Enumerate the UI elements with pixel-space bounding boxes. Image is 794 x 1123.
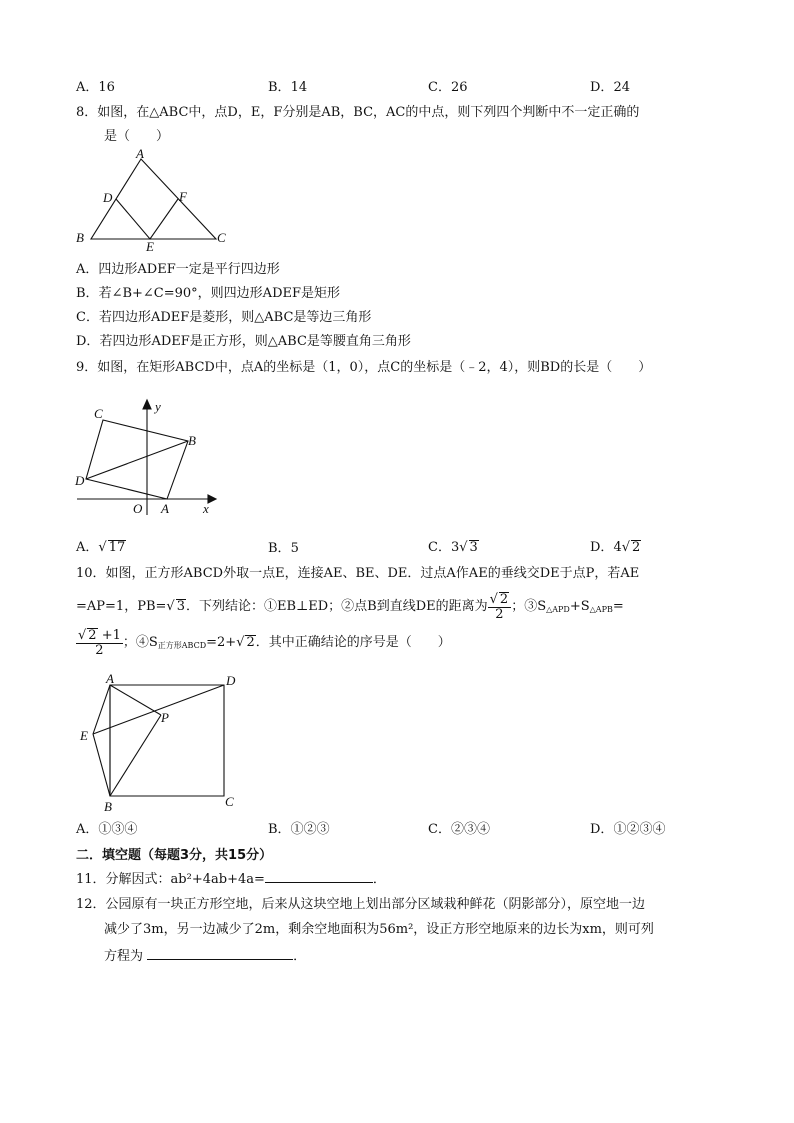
q9-option-b: B．5 bbox=[268, 541, 299, 556]
label-x: x bbox=[203, 501, 209, 516]
label-y: y bbox=[155, 399, 161, 414]
y-axis-arrow bbox=[143, 400, 151, 409]
label-b: B bbox=[188, 433, 196, 448]
q10-option-c: C．②③④ bbox=[428, 822, 490, 837]
q12-stem-line3: 方程为 ． bbox=[104, 949, 307, 964]
q9-rectangle-figure bbox=[70, 395, 230, 520]
label-p: P bbox=[161, 710, 169, 725]
label-a: A bbox=[106, 671, 114, 686]
q10-stem: 10．如图，正方形ABCD外取一点E，连接AE、BE、DE．过点A作AE的垂线交DE于点P，若AE bbox=[76, 566, 640, 581]
label-a: A bbox=[161, 501, 169, 516]
label-c: C bbox=[217, 230, 226, 245]
q7-option-b: B．14 bbox=[268, 80, 308, 95]
label-d: D bbox=[226, 673, 236, 688]
q7-option-a: A．16 bbox=[76, 80, 115, 95]
q10-stem-line2: =AP=1，PB=√ 3．下列结论：①EB⊥ED；②点B到直线DE的距离为 $\frac{√ 2}{2}$ ；$③S_{\triangle APD}+S_{\triangle APB}=$ bbox=[76, 592, 624, 622]
q10-stem-line3: $\frac{√ 2 +1}{2}$ ；$④S_{正方形ABCD}=2+√$ 2．其中正确结论的序号是（ ） bbox=[78, 628, 451, 658]
diagonal-bd bbox=[86, 441, 188, 479]
label-b: B bbox=[104, 799, 112, 814]
label-d: D bbox=[75, 473, 85, 488]
q8-stem: 8．如图，在△ABC中，点D，E，F分别是AB，BC，AC的中点，则下列四个判断中不一定正确的 bbox=[76, 105, 640, 120]
q12-stem: 12．公园原有一块正方形空地，后来从这块空地上划出部分区域栽种鲜花（阴影部分），原空地一边 bbox=[76, 897, 646, 912]
label-a: A bbox=[136, 146, 144, 161]
section-title: 二．填空题（每题3分，共15分） bbox=[76, 848, 273, 863]
q8-option-d: D．若四边形ADEF是正方形，则△ABC是等腰直角三角形 bbox=[76, 334, 411, 349]
segment-pb bbox=[110, 715, 161, 796]
x-axis-arrow bbox=[208, 495, 216, 503]
midsegment-lines bbox=[116, 199, 178, 239]
q8-option-a: A．四边形ADEF一定是平行四边形 bbox=[76, 262, 280, 277]
q10-option-d: D．①②③④ bbox=[590, 822, 666, 837]
q9-stem: 9．如图，在矩形ABCD中，点A的坐标是（1，0），点C的坐标是（﹣2，4），则BD的长是（ ） bbox=[76, 360, 652, 375]
q11-answer-blank[interactable] bbox=[265, 870, 373, 883]
fraction-sqrt2-plus1-over-2: $\frac{√ 2 +1}{2}$ bbox=[78, 628, 121, 658]
label-d: D bbox=[103, 190, 113, 205]
segment-ed bbox=[93, 685, 224, 734]
label-f: F bbox=[179, 189, 187, 204]
segment-ap bbox=[110, 685, 161, 715]
q10-option-b: B．①②③ bbox=[268, 822, 330, 837]
q7-option-c: C．26 bbox=[428, 80, 468, 95]
label-e: E bbox=[80, 728, 88, 743]
label-o: O bbox=[133, 501, 143, 516]
q8-option-b: B．若∠B+∠C=90°，则四边形ADEF是矩形 bbox=[76, 286, 340, 301]
square-abcd bbox=[110, 685, 224, 796]
label-c: C bbox=[225, 794, 234, 809]
label-c: C bbox=[94, 406, 103, 421]
q10-square-figure bbox=[72, 668, 247, 816]
q10-option-a: A．①③④ bbox=[76, 822, 138, 837]
label-e: E bbox=[146, 239, 154, 254]
q9-option-a: A．√ 17 bbox=[76, 540, 126, 555]
segment-eb bbox=[93, 734, 110, 796]
q12-stem-line2: 减少了3m，另一边减少了2m，剩余空地面积为56m²，设正方形空地原来的边长为xm，则可列 bbox=[104, 922, 654, 937]
q8-option-c: C．若四边形ADEF是菱形，则△ABC是等边三角形 bbox=[76, 310, 372, 325]
q11-stem: 11．分解因式：ab²+4ab+4a= ． bbox=[76, 872, 386, 887]
segment-ae bbox=[93, 685, 110, 734]
label-b: B bbox=[76, 230, 84, 245]
q9-option-d: D．4√ 2 bbox=[590, 540, 641, 555]
fraction-sqrt2-over-2: $\frac{√ 2}{2}$ bbox=[488, 592, 512, 621]
q8-stem-cont: 是（ ） bbox=[104, 129, 170, 144]
q9-option-c: C．3√ 3 bbox=[428, 540, 478, 555]
q7-option-d: D．24 bbox=[590, 80, 630, 95]
q12-answer-blank[interactable] bbox=[147, 947, 293, 960]
q8-triangle-figure bbox=[70, 145, 240, 255]
